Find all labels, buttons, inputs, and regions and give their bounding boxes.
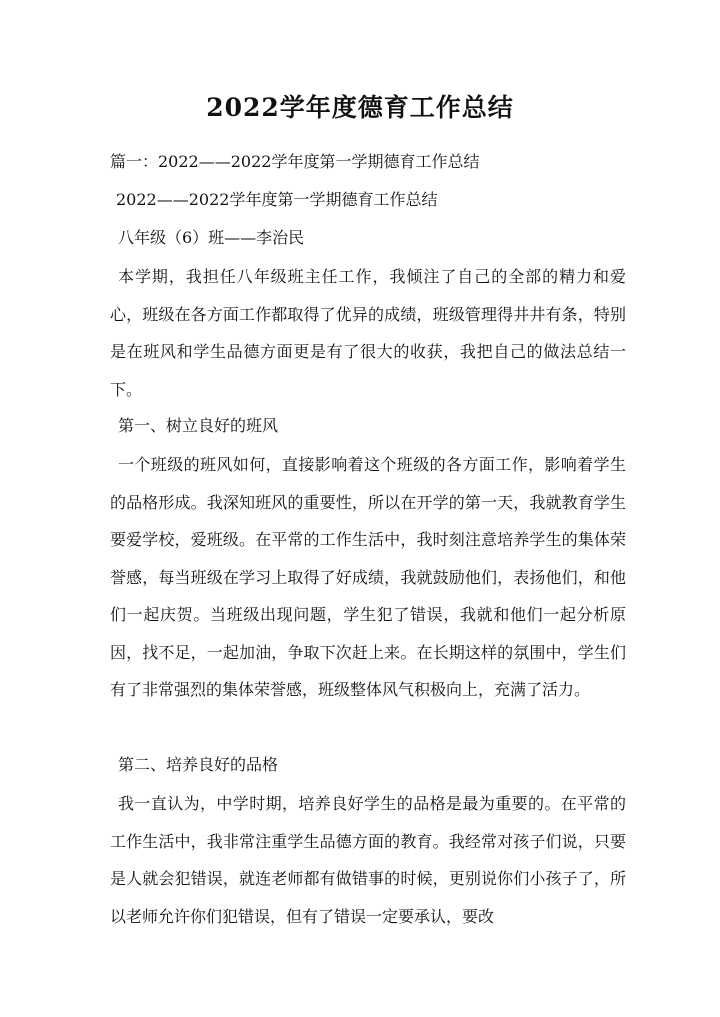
author-byline: 八年级（6）班——李治民	[118, 228, 305, 247]
document-title: 2022学年度德育工作总结	[206, 93, 514, 122]
section-1-paragraph: 一个班级的班风如何，直接影响着这个班级的各方面工作，影响着学生的品格形成。我深知班风的重要性，所以在开学的第一天，我就教育学生要爱学校，爱班级。在平常的工作生活中，我时刻注意培养学生的集体荣誉感，每当班级在学习上取得了好成绩，我就鼓励他们，表扬他们，和他们一起庆贺。当班级出现问题，学生犯了错误，我就和他们一起分析原因，找不足，一起加油，争取下次赶上来。在长期这样的氛围中，学生们有了非常强烈的集体荣誉感，班级整体风气积极向上，充满了活力。	[110, 455, 626, 699]
article-heading: 篇一：2022——2022学年度第一学期德育工作总结	[110, 152, 480, 171]
article-subheading: 2022——2022学年度第一学期德育工作总结	[116, 190, 438, 209]
intro-paragraph: 本学期，我担任八年级班主任工作，我倾注了自己的全部的精力和爱心，班级在各方面工作都取得了优异的成绩，班级管理得井井有条，特别是在班风和学生品德方面更是有了很大的收获，我把自己的做法总结一下。	[110, 267, 626, 399]
section-heading-1: 第一、树立良好的班风	[118, 416, 279, 435]
section-2-paragraph: 我一直认为，中学时期，培养良好学生的品格是最为重要的。在平常的工作生活中，我非常注重学生品德方面的教育。我经常对孩子们说，只要是人就会犯错误，就连老师都有做错事的时候，更别说你们小孩子了，所以老师允许你们犯错误，但有了错误一定要承认，要改	[110, 794, 626, 926]
section-heading-2: 第二、培养良好的品格	[118, 755, 279, 774]
